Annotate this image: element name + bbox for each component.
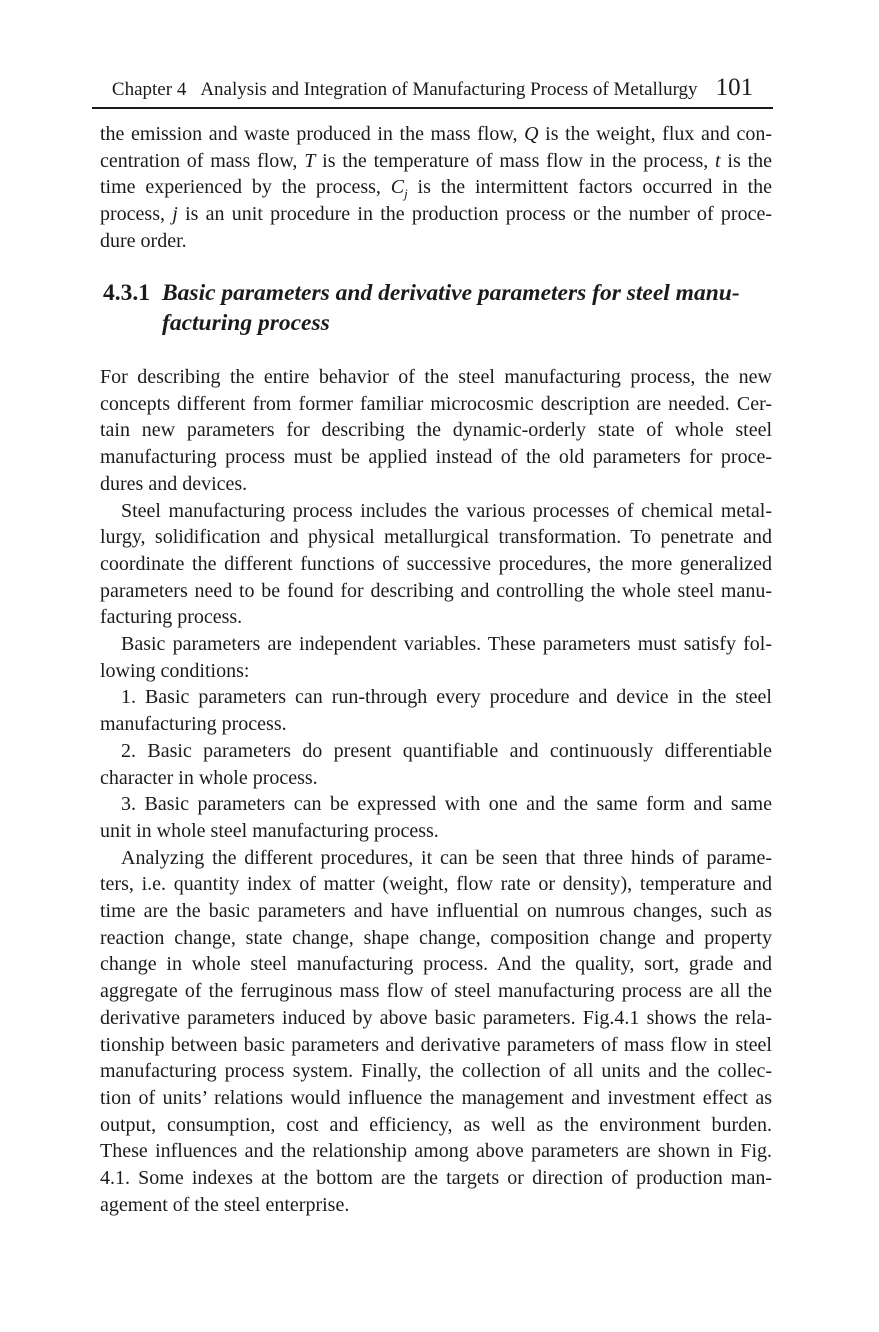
text-line: derivative parameters induced by above basic parameters. Fig.4.1 shows the rela- <box>100 1006 772 1029</box>
chapter-title: Analysis and Integration of Manufacturing Process of Metallurgy <box>200 79 698 100</box>
section-title-line1: Basic parameters and derivative parameters for steel manu- <box>162 280 740 306</box>
text-line: change in whole steel manufacturing process. And the quality, sort, grade and <box>100 953 772 976</box>
text-line: tain new parameters for describing the dynamic-orderly state of whole steel <box>100 419 772 442</box>
text-line: unit in whole steel manufacturing process. <box>100 819 439 842</box>
section-heading-line1 <box>100 279 800 309</box>
text-line: 3. Basic parameters can be expressed with one and the same form and same <box>121 793 772 816</box>
text-line: lurgy, solidification and physical metallurgical transformation. To penetrate and <box>100 526 772 549</box>
text-line: coordinate the different functions of successive procedures, the more generalized <box>100 552 772 575</box>
text-line: time experienced by the process, $C_j$ is the intermittent factors occurred in the <box>100 176 772 202</box>
text-line: time are the basic parameters and have influential on numrous changes, such as <box>100 900 772 923</box>
chapter-label: Chapter 4 <box>111 79 187 100</box>
text-line: manufacturing process must be applied instead of the old parameters for proce- <box>100 446 772 469</box>
text-line: Basic parameters are independent variables. These parameters must satisfy fol- <box>121 633 772 656</box>
text-line: These influences and the relationship among above parameters are shown in Fig. <box>100 1140 772 1163</box>
text-line: facturing process. <box>100 606 243 629</box>
text-line: aggregate of the ferruginous mass flow of steel manufacturing process are all the <box>100 980 772 1003</box>
paragraph <box>100 738 772 791</box>
paragraph <box>100 684 772 737</box>
text-line: reaction change, state change, shape change, composition change and property <box>100 926 772 949</box>
text-line: the emission and waste produced in the mass flow, Q is the weight, flux and con- <box>100 123 772 145</box>
paragraph <box>100 631 772 684</box>
text-line: ters, i.e. quantity index of matter (weight, flow rate or density), temperature and <box>100 873 772 896</box>
text-line: centration of mass flow, T is the temperature of mass flow in the process, t is the <box>100 149 772 172</box>
section-title-line2: facturing process <box>162 309 330 336</box>
text-line: tionship between basic parameters and derivative parameters of mass flow in steel <box>100 1033 772 1056</box>
text-line: concepts different from former familiar microcosmic description are needed. Cer- <box>100 392 772 415</box>
text-line: lowing conditions: <box>100 659 250 682</box>
section-heading <box>100 279 800 338</box>
page-number: 101 <box>715 74 754 101</box>
text-line: dures and devices. <box>100 472 248 495</box>
paragraph <box>100 364 772 498</box>
text-line: output, consumption, cost and efficiency, as well as the environment burden. <box>100 1113 772 1136</box>
body-paragraphs <box>100 364 772 1219</box>
section-number: 4.3.1 <box>103 280 150 306</box>
running-head <box>92 74 773 109</box>
text-line: dure order. <box>100 229 187 252</box>
text-line: 2. Basic parameters do present quantifiable and continuously differentiable <box>121 739 772 762</box>
text-line: Steel manufacturing process includes the various processes of chemical metal- <box>121 499 772 522</box>
text-line: manufacturing process system. Finally, the collection of all units and the collec- <box>100 1060 772 1083</box>
text-line: agement of the steel enterprise. <box>100 1193 350 1216</box>
text-line: tion of units’ relations would influence the management and investment effect as <box>100 1086 772 1109</box>
text-line: parameters need to be found for describing and controlling the whole steel manu- <box>100 579 772 602</box>
intro-paragraphs <box>100 121 772 255</box>
text-line: character in whole process. <box>100 766 318 789</box>
text-line: manufacturing process. <box>100 713 287 736</box>
paragraph <box>100 791 772 844</box>
paragraph <box>100 845 772 1219</box>
text-line: process, j is an unit procedure in the production process or the number of proce- <box>100 203 772 226</box>
text-line: Analyzing the different procedures, it can be seen that three hinds of parame- <box>121 846 772 869</box>
paragraph <box>100 498 772 632</box>
text-line: 1. Basic parameters can run-through every procedure and device in the steel <box>121 686 772 709</box>
paragraph <box>100 121 772 255</box>
text-line: 4.1. Some indexes at the bottom are the targets or direction of production man- <box>100 1167 772 1190</box>
text-line: For describing the entire behavior of the steel manufacturing process, the new <box>100 366 772 388</box>
